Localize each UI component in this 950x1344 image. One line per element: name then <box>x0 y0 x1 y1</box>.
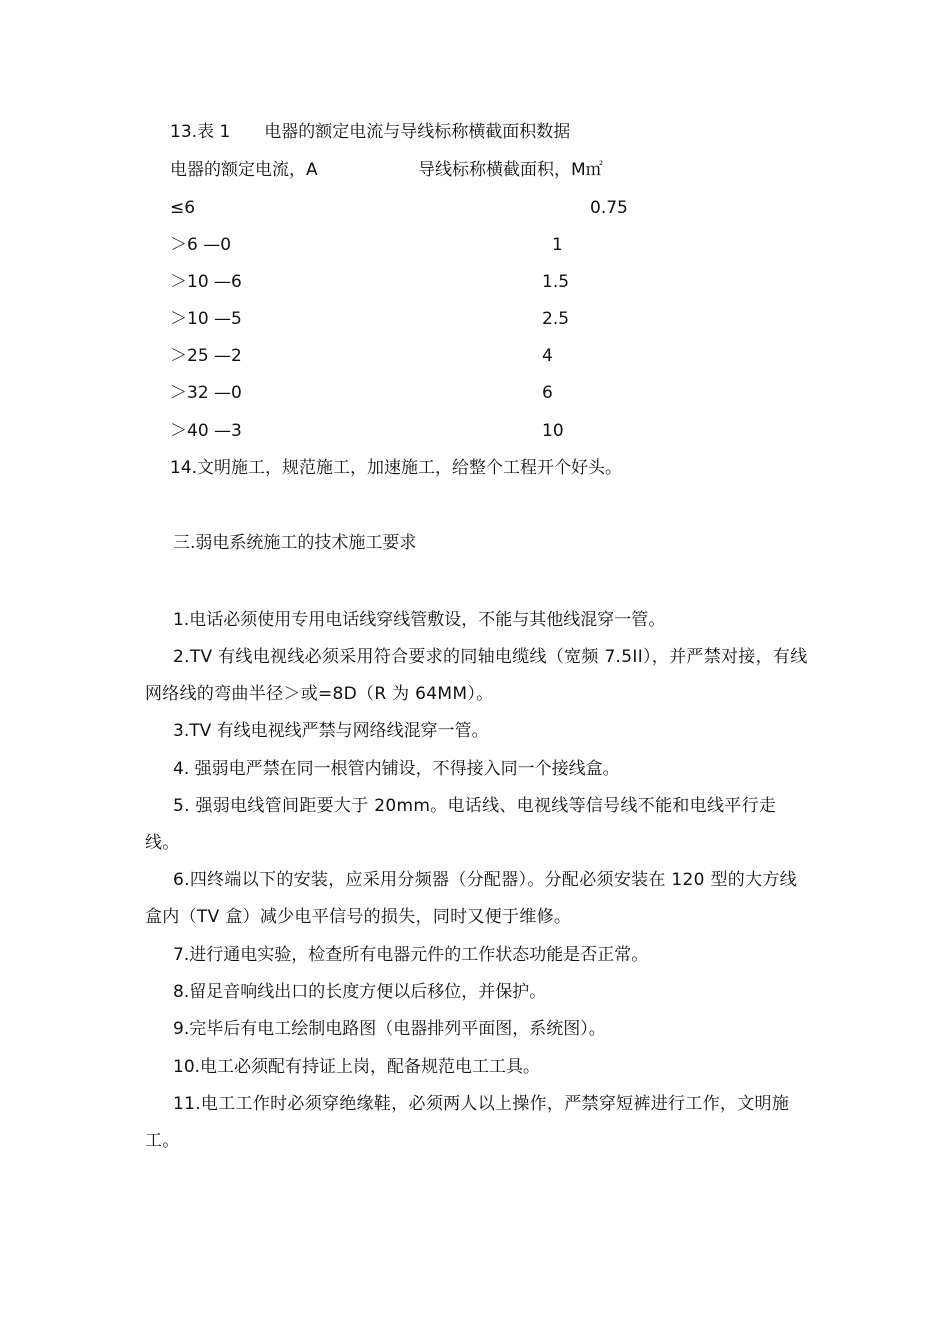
table-row-current: ＞6 —0 <box>170 235 232 255</box>
table-row-current: ＞40 —3 <box>170 421 242 441</box>
list-item <box>145 974 810 1011</box>
list-item-text: 6.四终端以下的安装，应采用分频器（分配器）。分配必须安装在 120 型的大方线盒内（TV 盒）减少电平信号的损失，同时又便于维修。 <box>145 870 797 927</box>
list-item-text: 7.进行通电实验，检查所有电器元件的工作状态功能是否正常。 <box>173 945 649 965</box>
list-item-text: 10.电工必须配有持证上岗，配备规范电工工具。 <box>173 1057 541 1077</box>
table-row-area: 2.5 <box>542 309 570 329</box>
list-item-text: 8.留足音响线出口的长度方便以后移位，并保护。 <box>173 982 547 1002</box>
list-item-text: 5. 强弱电线管间距要大于 20mm。电话线、电视线等信号线不能和电线平行走线。 <box>145 796 777 853</box>
list-item <box>145 1011 810 1048</box>
list-item <box>145 751 810 788</box>
table-row-area: 1.5 <box>542 272 570 292</box>
table-header-current: 电器的额定电流，A <box>170 160 318 180</box>
list-item-text: 1.电话必须使用专用电话线穿线管敷设，不能与其他线混穿一管。 <box>173 610 666 630</box>
list-item <box>145 862 810 936</box>
table-title: 13.表 1 电器的额定电流与导线标称横截面积数据 <box>170 122 571 142</box>
table-row-current: ＞10 —5 <box>170 309 242 329</box>
table-row-area: 0.75 <box>590 198 628 218</box>
list-item-text: 3.TV 有线电视线严禁与网络线混穿一管。 <box>173 721 489 741</box>
list-item <box>145 602 810 639</box>
table-row-current: ≤6 <box>170 198 196 218</box>
list-item <box>145 639 810 713</box>
list-item <box>145 1086 810 1160</box>
table-row-current: ＞25 —2 <box>170 346 242 366</box>
list-item-text: 11.电工工作时必须穿绝缘鞋，必须两人以上操作，严禁穿短裤进行工作，文明施工。 <box>145 1094 790 1151</box>
table-row-area: 1 <box>552 235 563 255</box>
table-row-area: 6 <box>542 383 553 403</box>
list-item <box>145 788 810 862</box>
list-item <box>145 713 810 750</box>
table-row-current: ＞10 —6 <box>170 272 242 292</box>
item-14: 14.文明施工，规范施工，加速施工，给整个工程开个好头。 <box>170 458 623 478</box>
list-item-text: 9.完毕后有电工绘制电路图（电器排列平面图，系统图）。 <box>173 1019 606 1039</box>
list-item <box>145 937 810 974</box>
table-header-area: 导线标称横截面积，M㎡ <box>418 160 603 180</box>
list-item-text: 4. 强弱电严禁在同一根管内铺设，不得接入同一个接线盒。 <box>173 759 620 779</box>
list-item <box>145 1049 810 1086</box>
table-row-current: ＞32 —0 <box>170 383 242 403</box>
table-row-area: 10 <box>542 421 564 441</box>
section-heading: 三.弱电系统施工的技术施工要求 <box>173 533 417 553</box>
table-row-area: 4 <box>542 346 553 366</box>
list-item-text: 2.TV 有线电视线必须采用符合要求的同轴电缆线（宽频 7.5II），并严禁对接，有线网络线的弯曲半径＞或=8D（R 为 64MM）。 <box>145 647 808 704</box>
